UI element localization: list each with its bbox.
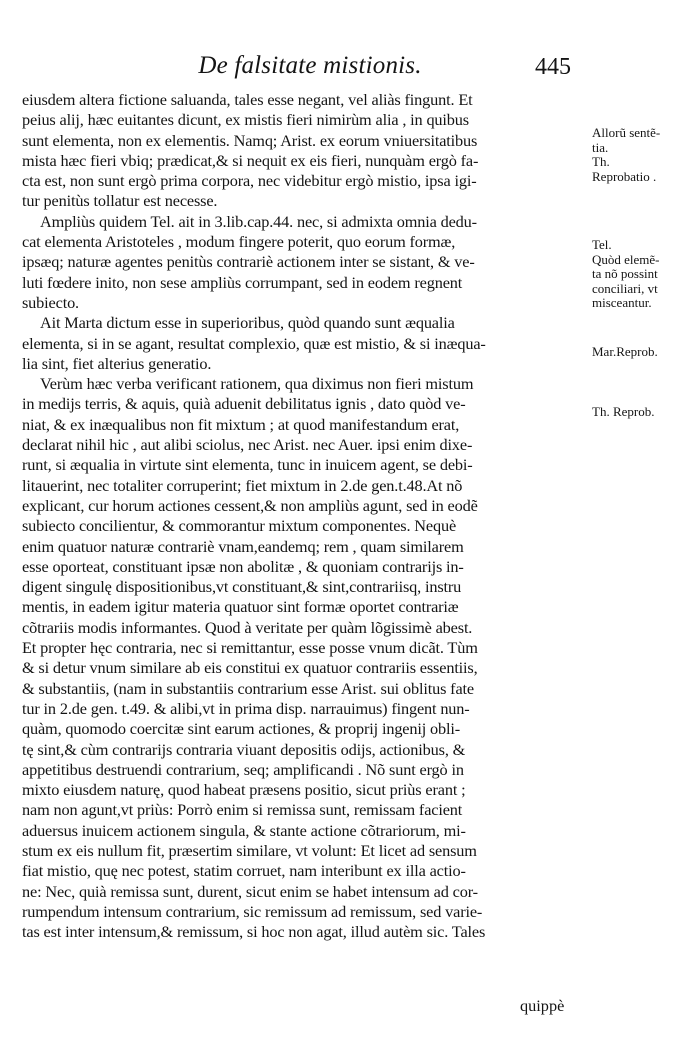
text-line: & substantiis, (nam in substantiis contrarium esse Arist. sui oblitus fate <box>22 678 474 698</box>
text-line: litauerint, nec totaliter corruperint; fiet mixtum in 2.de gen.t.48.At nõ <box>22 475 463 495</box>
text-line: eiusdem altera fictione saluanda, tales esse negant, vel aliàs fingunt. Et <box>22 90 473 109</box>
text-line: cta est, non sunt ergò prima corpora, nec videbitur ergò mistio, ipsa igi- <box>22 171 477 191</box>
text-line: Verùm hæc verba verificant rationem, qua diximus non fieri mistum <box>40 374 474 394</box>
text-line: Ampliùs quidem Tel. ait in 3.lib.cap.44. nec, si admixta omnia dedu- <box>40 211 477 231</box>
margin-note-allorum-sententia <box>592 126 696 184</box>
text-line: fiat mistio, quę nec potest, statim corruet, nam interibunt ex illa actio- <box>22 861 466 881</box>
text-line: explicant, cur horum actiones cessent,& non ampliùs agunt, sed in eodẽ <box>22 495 478 515</box>
text-line: peius alij, hæc euitantes dicunt, ex mistis fieri nimirùm alia , in quibus <box>22 110 469 130</box>
page-number: 445 <box>535 54 571 80</box>
text-line: stum ex eis nullum fit, præsertim similare, vt volunt: Et licet ad sensum <box>22 840 477 860</box>
margin-note-th-reprobatio <box>592 405 696 420</box>
text-line: digent singulę dispositionibus,vt constituant,& sint,contrariisq, instru <box>22 577 462 597</box>
margin-note-line: Allorũ sentẽ- <box>592 126 661 140</box>
body-text <box>22 90 590 942</box>
text-line: aduersus inuicem actionem singula, & stante actione cõtrariorum, mi- <box>22 820 466 840</box>
text-line: in medijs terris, & aquis, quià aduenit debilitatus ignis , dato quòd ve- <box>22 394 466 414</box>
text-line: cõtrariis modis informantes. Quod à veritate per quàm lõgissimè abest. <box>22 617 473 637</box>
text-line: declarat nihil hic , aut alibi sciolus, nec Arist. nec Auer. ipsi enim dixe- <box>22 435 473 455</box>
text-line: tur in 2.de gen. t.49. & alibi,vt in prima disp. narrauimus) fingent nun- <box>22 698 470 718</box>
margin-note-line: Reprobatio . <box>592 168 657 184</box>
margin-note-line: conciliari, vt <box>592 280 658 296</box>
text-line: mixto eiusdem naturę, quod habeat præsens positio, sicut priùs erant ; <box>22 780 466 800</box>
margin-note-line: tia. <box>592 139 609 155</box>
text-line: rumpendum intensum contrarium, sic remissum ad remissum, sed varie- <box>22 901 483 921</box>
text-line: ne: Nec, quià remissa sunt, durent, sicut enim se habet intensum ad cor- <box>22 881 478 901</box>
margin-note-marta-reprobatio <box>592 345 696 360</box>
text-line: mentis, in eadem igitur materia quatuor sint formæ oportet contrariæ <box>22 597 459 617</box>
text-line: tas est inter intensum,& remissum, si hoc non agat, illud autèm sic. Tales <box>22 922 486 942</box>
text-line: sunt elementa, non ex elementis. Namq; Arist. ex eorum vniuersitatibus <box>22 130 478 150</box>
text-line: mista hæc fieri vbiq; prædicat,& si nequit ex eis fieri, nunquàm ergò fa- <box>22 150 479 170</box>
text-line: cat elementa Aristoteles , modum fingere poterit, quo eorum formæ, <box>22 232 456 252</box>
text-line: runt, si æqualia in virtute sint elementa, tunc in inuicem agent, se debi- <box>22 455 473 475</box>
catchword: quippè <box>520 996 565 1015</box>
text-line: appetitibus destruendi contrarium, seq; amplificandi . Nõ sunt ergò in <box>22 759 464 779</box>
text-line: quàm, quomodo coercitæ sint earum actiones, & proprij ingenij obli- <box>22 719 461 739</box>
margin-note-line: Quòd elemẽ- <box>592 251 660 267</box>
text-line: elementa, si in se agant, resultat complexio, quæ est mistio, & si inæqua- <box>22 333 486 353</box>
text-line: subiecto. <box>22 292 79 312</box>
text-line: subiecto concilientur, & commorantur mixtum componentes. Nequè <box>22 516 457 536</box>
text-line: Ait Marta dictum esse in superioribus, quòd quando sunt æqualia <box>40 313 455 333</box>
text-line: ipsæq; naturæ agentes penitùs contrariè actionem inter se sistant, & ve- <box>22 252 475 272</box>
margin-note-line: Th. <box>592 154 610 169</box>
text-line: tur penitùs tollatur est necesse. <box>22 191 218 211</box>
text-line: niat, & ex inæqualibus non fit mixtum ; at quod manifestandum erat, <box>22 414 460 434</box>
text-line: & si detur vnum similare ab eis constitui ex quatuor contrariis essentiis, <box>22 658 478 678</box>
text-line: tę sint,& cùm contrarijs contraria viuant depositis odijs, actionibus, & <box>22 739 466 759</box>
text-line: luti fœdere inito, non sese ampliùs corrumpant, sed in eodem regnent <box>22 272 463 292</box>
text-line: nam non agunt,vt priùs: Porrò enim si remissa sunt, remissam facient <box>22 800 463 820</box>
margin-note-line: Tel. <box>592 238 612 252</box>
margin-note-line: Mar.Reprob. <box>592 345 658 359</box>
margin-note-line: Th. Reprob. <box>592 405 655 419</box>
text-line: esse oporteat, constituant ipsæ non abolitæ , & quoniam contrarijs in- <box>22 556 464 576</box>
margin-note-line: misceantur. <box>592 295 652 310</box>
text-line: lia sint, fiet alterius generatio. <box>22 353 212 373</box>
running-title: De falsitate mistionis. <box>198 52 422 79</box>
page-header <box>0 52 700 86</box>
text-line: Et propter hęc contraria, nec si remittantur, esse posse vnum dicãt. Tùm <box>22 638 478 658</box>
margin-note-line: ta nõ possint <box>592 266 658 281</box>
margin-note-tel <box>592 238 696 311</box>
text-line: enim quatuor naturæ contrariè vnam,eandemq; rem , quam similarem <box>22 536 464 556</box>
